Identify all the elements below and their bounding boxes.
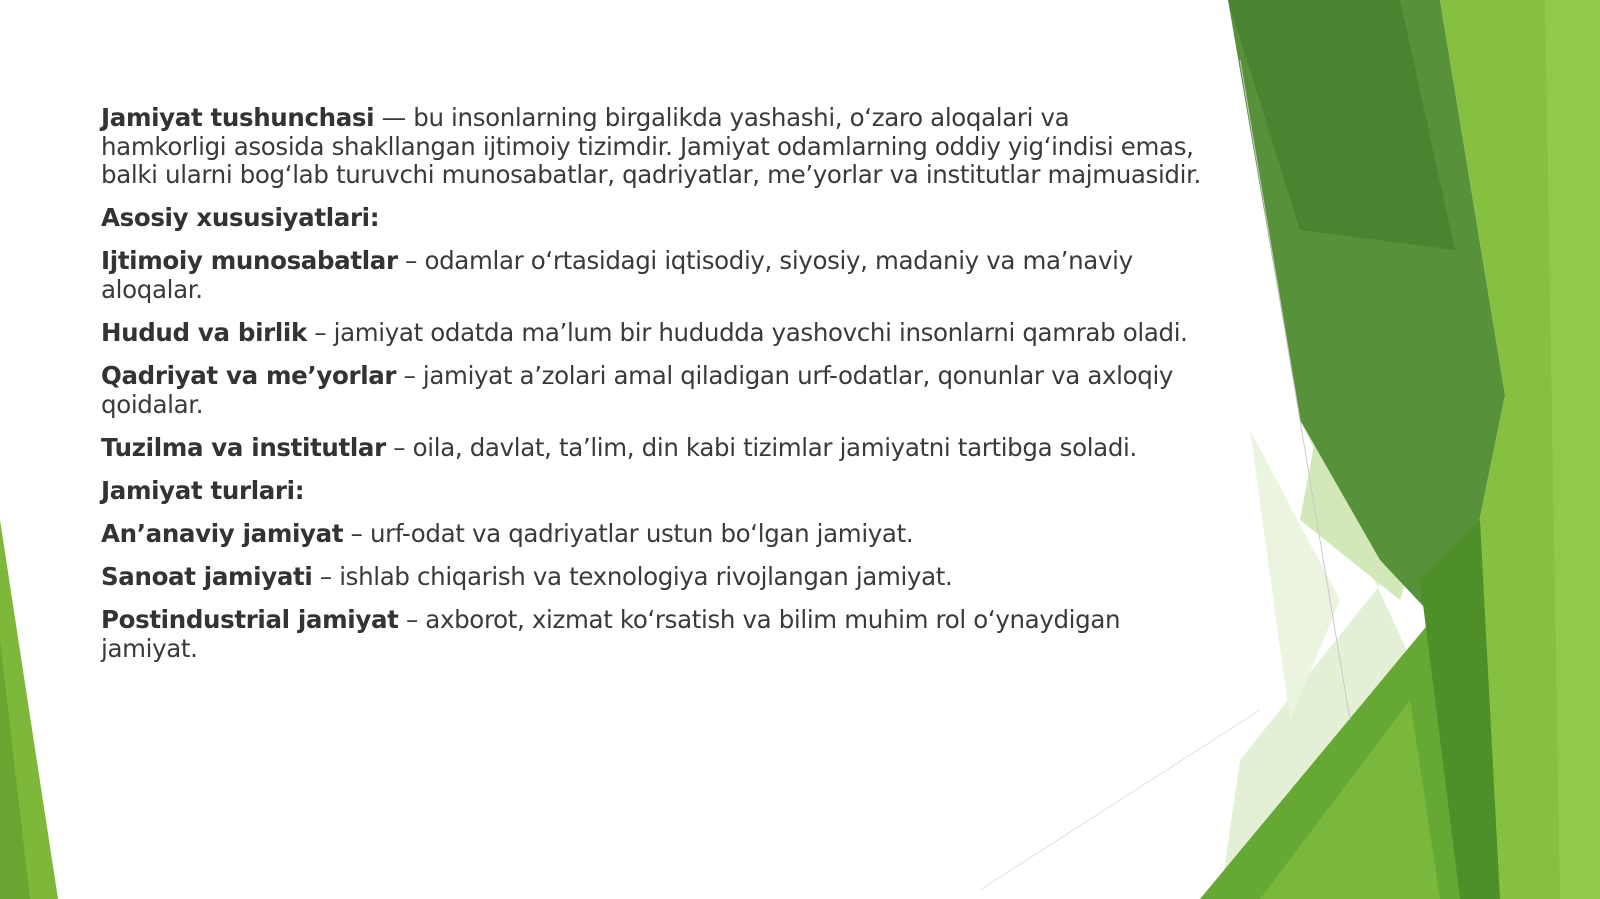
paragraph-definition [101,104,1201,190]
paragraph-structure-institutions [101,434,1201,463]
description: — bu insonlarning birgalikda yashashi, o‘zaro aloqalari va hamkorligi asosida shakllangan ijtimoiy tizimdir. Jamiyat odamlarning oddiy yig‘indisi emas, balki ularni bog‘lab turuvchi munosabatlar, qadriyatlar, me’yorlar va institutlar majmuasidir. [101,103,1201,190]
paragraph-social-relations [101,247,1201,304]
paragraph-industrial-society [101,563,1201,592]
description: – odamlar o‘rtasidagi iqtisodiy, siyosiy, madaniy va ma’naviy aloqalar. [101,246,1133,304]
slide-body [101,104,1201,678]
heading-main-features [101,204,1201,233]
description: – axborot, xizmat ko‘rsatish va bilim muhim rol o‘ynaydigan jamiyat. [101,605,1121,663]
term: An’anaviy jamiyat [101,519,344,549]
term: Tuzilma va institutlar [101,432,386,462]
term: Jamiyat tushunchasi [101,103,375,132]
description: – jamiyat odatda ma’lum bir hududda yashovchi insonlarni qamrab oladi. [306,318,1188,348]
description: – oila, davlat, ta’lim, din kabi tizimlar jamiyatni tartibga soladi. [385,432,1137,462]
facet-line-2 [980,710,1260,890]
heading-society-types [101,477,1201,506]
term: Postindustrial jamiyat [101,605,399,635]
description: – jamiyat a’zolari amal qiladigan urf-odatlar, qonunlar va axloqiy qoidalar. [101,361,1174,419]
paragraph-postindustrial-society [101,606,1201,663]
paragraph-traditional-society [101,520,1201,549]
term: Jamiyat turlari: [101,475,305,505]
term: Hudud va birlik [101,318,307,348]
paragraph-territory-unity [101,319,1201,348]
term: Sanoat jamiyati [101,562,313,592]
term: Ijtimoiy munosabatlar [101,246,398,276]
description: – urf-odat va qadriyatlar ustun bo‘lgan jamiyat. [343,519,914,549]
term: Asosiy xususiyatlari: [101,203,380,233]
term: Qadriyat va me’yorlar [101,361,397,391]
paragraph-values-norms [101,362,1201,419]
description: – ishlab chiqarish va texnologiya rivojlangan jamiyat. [312,562,953,592]
